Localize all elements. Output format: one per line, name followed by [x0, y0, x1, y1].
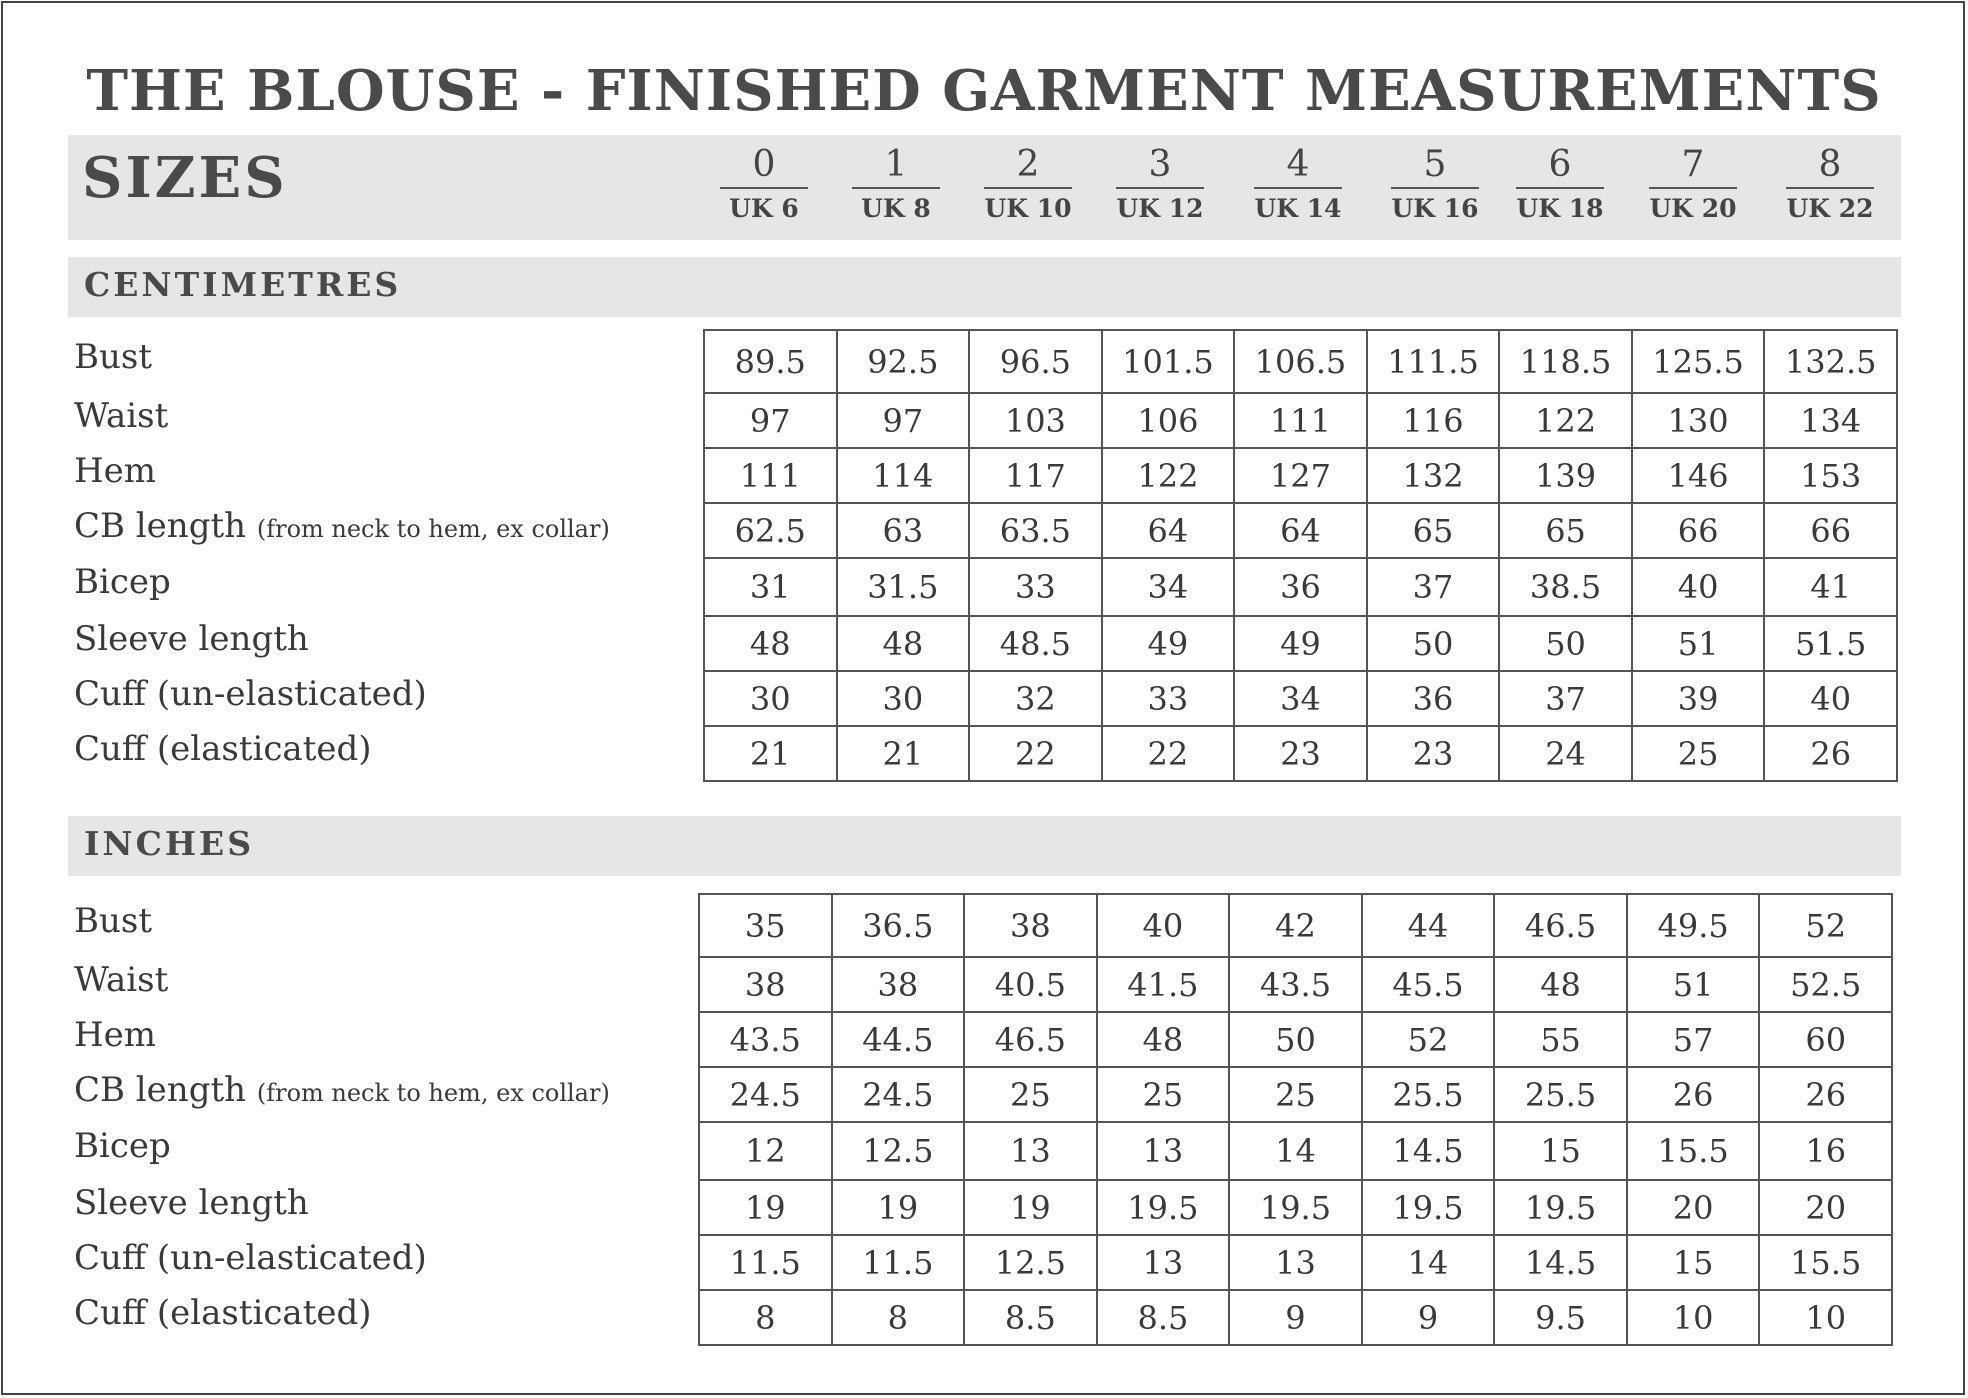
measurement-cell: 111: [1234, 393, 1367, 448]
table-row: [704, 558, 1897, 616]
row-label-note: (from neck to hem, ex collar): [256, 1079, 610, 1107]
measurement-cell: 103: [969, 393, 1102, 448]
measurement-cell: 38: [832, 957, 965, 1012]
row-label-text: Hem: [74, 1015, 157, 1055]
row-label-text: Cuff (elasticated): [74, 1293, 372, 1333]
measurement-cell: 10: [1627, 1290, 1760, 1345]
size-number: 0: [752, 144, 776, 185]
measurement-cell: 66: [1764, 503, 1897, 558]
row-label: [74, 901, 152, 941]
row-label-text: Hem: [74, 451, 157, 491]
centimetres-table: [703, 329, 1898, 782]
measurement-cell: 46.5: [964, 1012, 1097, 1067]
measurement-cell: 50: [1499, 616, 1632, 671]
row-label-text: Sleeve length: [74, 619, 309, 659]
size-number: 6: [1548, 144, 1572, 185]
measurement-cell: 153: [1764, 448, 1897, 503]
measurement-cell: 52: [1759, 894, 1892, 957]
measurement-cell: 19: [964, 1180, 1097, 1235]
row-label-text: CB length: [74, 506, 247, 546]
table-row: [699, 957, 1892, 1012]
measurement-cell: 36: [1367, 671, 1500, 726]
measurement-cell: 13: [1097, 1122, 1230, 1180]
row-label-note: (from neck to hem, ex collar): [256, 515, 610, 543]
size-column: [1110, 143, 1210, 229]
measurement-cell: 14.5: [1362, 1122, 1495, 1180]
row-label: [74, 506, 610, 546]
measurement-cell: 19: [832, 1180, 965, 1235]
measurement-cell: 34: [1234, 671, 1367, 726]
measurement-cell: 14.5: [1494, 1235, 1627, 1290]
measurement-cell: 60: [1759, 1012, 1892, 1067]
measurement-cell: 24.5: [699, 1067, 832, 1122]
measurement-cell: 26: [1764, 726, 1897, 781]
measurement-cell: 25: [964, 1067, 1097, 1122]
measurement-cell: 31.5: [837, 558, 970, 616]
measurement-cell: 49.5: [1627, 894, 1760, 957]
measurement-cell: 66: [1632, 503, 1765, 558]
measurement-cell: 48: [1494, 957, 1627, 1012]
measurement-cell: 9: [1362, 1290, 1495, 1345]
table-row: [704, 726, 1897, 781]
measurement-cell: 106: [1102, 393, 1235, 448]
measurement-cell: 8: [699, 1290, 832, 1345]
measurement-cell: 92.5: [837, 330, 970, 393]
measurement-cell: 23: [1367, 726, 1500, 781]
measurement-cell: 15.5: [1627, 1122, 1760, 1180]
size-column: [1248, 143, 1348, 229]
measurement-cell: 101.5: [1102, 330, 1235, 393]
measurement-cell: 97: [837, 393, 970, 448]
measurement-cell: 41.5: [1097, 957, 1230, 1012]
measurement-cell: 42: [1229, 894, 1362, 957]
measurement-cell: 43.5: [1229, 957, 1362, 1012]
measurement-cell: 12: [699, 1122, 832, 1180]
measurement-cell: 64: [1234, 503, 1367, 558]
measurement-cell: 30: [704, 671, 837, 726]
measurement-cell: 40: [1097, 894, 1230, 957]
table-row: [704, 503, 1897, 558]
measurement-cell: 118.5: [1499, 330, 1632, 393]
measurement-cell: 25.5: [1494, 1067, 1627, 1122]
measurement-cell: 38.5: [1499, 558, 1632, 616]
size-number: 4: [1286, 144, 1310, 185]
measurement-cell: 122: [1102, 448, 1235, 503]
measurement-cell: 50: [1367, 616, 1500, 671]
row-label-text: Cuff (un-elasticated): [74, 1238, 427, 1278]
measurement-cell: 125.5: [1632, 330, 1765, 393]
measurement-cell: 40: [1632, 558, 1765, 616]
measurement-cell: 117: [969, 448, 1102, 503]
measurement-cell: 12.5: [964, 1235, 1097, 1290]
measurement-cell: 51: [1627, 957, 1760, 1012]
measurement-cell: 134: [1764, 393, 1897, 448]
measurement-cell: 38: [699, 957, 832, 1012]
row-label: [74, 1126, 171, 1166]
measurement-cell: 41: [1764, 558, 1897, 616]
measurement-cell: 37: [1499, 671, 1632, 726]
size-column: [978, 143, 1078, 229]
measurement-cell: 49: [1234, 616, 1367, 671]
measurement-cell: 111: [704, 448, 837, 503]
measurement-cell: 33: [969, 558, 1102, 616]
size-column: [1643, 143, 1743, 229]
measurement-cell: 24.5: [832, 1067, 965, 1122]
size-number: 2: [1016, 144, 1040, 185]
measurement-cell: 44: [1362, 894, 1495, 957]
table-row: [699, 894, 1892, 957]
measurement-cell: 13: [1097, 1235, 1230, 1290]
row-label-text: Cuff (un-elasticated): [74, 674, 427, 714]
size-column: [714, 143, 814, 229]
measurement-cell: 22: [1102, 726, 1235, 781]
measurement-cell: 96.5: [969, 330, 1102, 393]
size-number: 1: [884, 144, 908, 185]
row-label-text: Waist: [74, 396, 169, 436]
measurement-cell: 14: [1362, 1235, 1495, 1290]
row-label-text: CB length: [74, 1070, 247, 1110]
table-row: [699, 1122, 1892, 1180]
row-label: [74, 1293, 372, 1333]
measurement-cell: 63: [837, 503, 970, 558]
row-label: [74, 619, 309, 659]
size-uk-label: UK 22: [1786, 194, 1874, 223]
table-row: [704, 330, 1897, 393]
measurement-cell: 14: [1229, 1122, 1362, 1180]
measurement-cell: 33: [1102, 671, 1235, 726]
measurement-cell: 97: [704, 393, 837, 448]
measurement-cell: 25: [1097, 1067, 1230, 1122]
row-label: [74, 960, 168, 1000]
size-uk-label: UK 14: [1254, 194, 1342, 223]
size-number: 5: [1423, 144, 1447, 185]
measurement-cell: 36.5: [832, 894, 965, 957]
measurement-cell: 19.5: [1229, 1180, 1362, 1235]
size-column: [846, 143, 946, 229]
measurement-cell: 114: [837, 448, 970, 503]
measurement-cell: 8.5: [1097, 1290, 1230, 1345]
measurement-cell: 20: [1759, 1180, 1892, 1235]
measurement-cell: 30: [837, 671, 970, 726]
size-uk-label: UK 18: [1516, 194, 1604, 223]
measurement-cell: 15: [1627, 1235, 1760, 1290]
inches-band: [68, 816, 1901, 876]
measurement-cell: 34: [1102, 558, 1235, 616]
measurement-cell: 8: [832, 1290, 965, 1345]
row-label-text: Waist: [74, 960, 169, 1000]
measurement-cell: 36: [1234, 558, 1367, 616]
table-row: [699, 1290, 1892, 1345]
measurement-cell: 111.5: [1367, 330, 1500, 393]
size-number: 3: [1148, 144, 1172, 185]
measurement-cell: 39: [1632, 671, 1765, 726]
row-label-text: Bust: [74, 337, 152, 377]
size-column: [1510, 143, 1610, 229]
table-row: [699, 1180, 1892, 1235]
row-label-text: Bicep: [74, 562, 171, 602]
measurement-cell: 132: [1367, 448, 1500, 503]
measurement-cell: 32: [969, 671, 1102, 726]
measurement-cell: 55: [1494, 1012, 1627, 1067]
table-row: [704, 616, 1897, 671]
measurement-cell: 24: [1499, 726, 1632, 781]
row-label: [74, 1070, 610, 1110]
measurement-cell: 49: [1102, 616, 1235, 671]
measurement-cell: 50: [1229, 1012, 1362, 1067]
measurement-cell: 40.5: [964, 957, 1097, 1012]
measurement-cell: 11.5: [832, 1235, 965, 1290]
row-label-text: Bicep: [74, 1126, 171, 1166]
measurement-cell: 45.5: [1362, 957, 1495, 1012]
table-row: [699, 1012, 1892, 1067]
table-row: [704, 671, 1897, 726]
measurement-cell: 132.5: [1764, 330, 1897, 393]
measurement-cell: 43.5: [699, 1012, 832, 1067]
row-label: [74, 396, 168, 436]
measurement-cell: 19.5: [1362, 1180, 1495, 1235]
measurement-cell: 26: [1627, 1067, 1760, 1122]
sizes-label: SIZES: [82, 145, 288, 211]
measurement-cell: 38: [964, 894, 1097, 957]
measurement-cell: 130: [1632, 393, 1765, 448]
row-label: [74, 451, 156, 491]
measurement-cell: 51.5: [1764, 616, 1897, 671]
size-number: 7: [1681, 144, 1705, 185]
row-label: [74, 1238, 427, 1278]
measurement-cell: 13: [964, 1122, 1097, 1180]
measurement-cell: 37: [1367, 558, 1500, 616]
measurement-cell: 89.5: [704, 330, 837, 393]
measurement-cell: 21: [837, 726, 970, 781]
measurement-cell: 106.5: [1234, 330, 1367, 393]
measurement-cell: 16: [1759, 1122, 1892, 1180]
measurement-cell: 26: [1759, 1067, 1892, 1122]
table-row: [704, 448, 1897, 503]
size-uk-label: UK 6: [729, 194, 799, 223]
measurement-cell: 19.5: [1494, 1180, 1627, 1235]
measurement-cell: 31: [704, 558, 837, 616]
table-row: [704, 393, 1897, 448]
measurement-cell: 22: [969, 726, 1102, 781]
measurement-cell: 48: [837, 616, 970, 671]
measurement-cell: 19.5: [1097, 1180, 1230, 1235]
measurement-cell: 48: [1097, 1012, 1230, 1067]
page-title: THE BLOUSE - FINISHED GARMENT MEASUREMENTS: [86, 58, 1882, 124]
row-label-text: Bust: [74, 901, 152, 941]
table-row: [699, 1235, 1892, 1290]
measurement-cell: 139: [1499, 448, 1632, 503]
measurement-cell: 9: [1229, 1290, 1362, 1345]
size-column: [1780, 143, 1880, 229]
measurement-cell: 35: [699, 894, 832, 957]
measurement-cell: 63.5: [969, 503, 1102, 558]
measurement-cell: 146: [1632, 448, 1765, 503]
measurement-cell: 12.5: [832, 1122, 965, 1180]
row-label-text: Cuff (elasticated): [74, 729, 372, 769]
row-label: [74, 337, 152, 377]
measurement-cell: 44.5: [832, 1012, 965, 1067]
size-uk-label: UK 16: [1391, 194, 1479, 223]
measurement-cell: 48: [704, 616, 837, 671]
measurement-cell: 57: [1627, 1012, 1760, 1067]
row-label-text: Sleeve length: [74, 1183, 309, 1223]
row-label: [74, 1015, 156, 1055]
measurement-cell: 8.5: [964, 1290, 1097, 1345]
measurement-cell: 62.5: [704, 503, 837, 558]
measurement-cell: 13: [1229, 1235, 1362, 1290]
size-number: 8: [1818, 144, 1842, 185]
measurement-cell: 15.5: [1759, 1235, 1892, 1290]
measurement-cell: 48.5: [969, 616, 1102, 671]
measurement-cell: 11.5: [699, 1235, 832, 1290]
inches-label: INCHES: [84, 824, 255, 863]
measurement-cell: 9.5: [1494, 1290, 1627, 1345]
measurement-cell: 15: [1494, 1122, 1627, 1180]
table-row: [699, 1067, 1892, 1122]
measurement-cell: 40: [1764, 671, 1897, 726]
measurement-cell: 25: [1229, 1067, 1362, 1122]
measurement-cell: 127: [1234, 448, 1367, 503]
measurement-cell: 51: [1632, 616, 1765, 671]
measurement-cell: 116: [1367, 393, 1500, 448]
measurement-cell: 10: [1759, 1290, 1892, 1345]
measurement-cell: 52: [1362, 1012, 1495, 1067]
measurement-cell: 23: [1234, 726, 1367, 781]
centimetres-label: CENTIMETRES: [84, 265, 402, 304]
measurement-cell: 52.5: [1759, 957, 1892, 1012]
inches-table: [698, 893, 1893, 1346]
row-label: [74, 674, 427, 714]
measurement-cell: 19: [699, 1180, 832, 1235]
size-uk-label: UK 8: [861, 194, 931, 223]
size-column: [1385, 143, 1485, 229]
size-uk-label: UK 10: [984, 194, 1072, 223]
measurement-cell: 64: [1102, 503, 1235, 558]
size-uk-label: UK 12: [1116, 194, 1204, 223]
measurement-cell: 25: [1632, 726, 1765, 781]
row-label: [74, 1183, 309, 1223]
measurement-cell: 20: [1627, 1180, 1760, 1235]
row-label: [74, 562, 171, 602]
size-uk-label: UK 20: [1649, 194, 1737, 223]
measurement-cell: 122: [1499, 393, 1632, 448]
measurement-cell: 21: [704, 726, 837, 781]
measurement-cell: 65: [1499, 503, 1632, 558]
measurement-cell: 25.5: [1362, 1067, 1495, 1122]
measurement-cell: 46.5: [1494, 894, 1627, 957]
measurement-cell: 65: [1367, 503, 1500, 558]
row-label: [74, 729, 372, 769]
